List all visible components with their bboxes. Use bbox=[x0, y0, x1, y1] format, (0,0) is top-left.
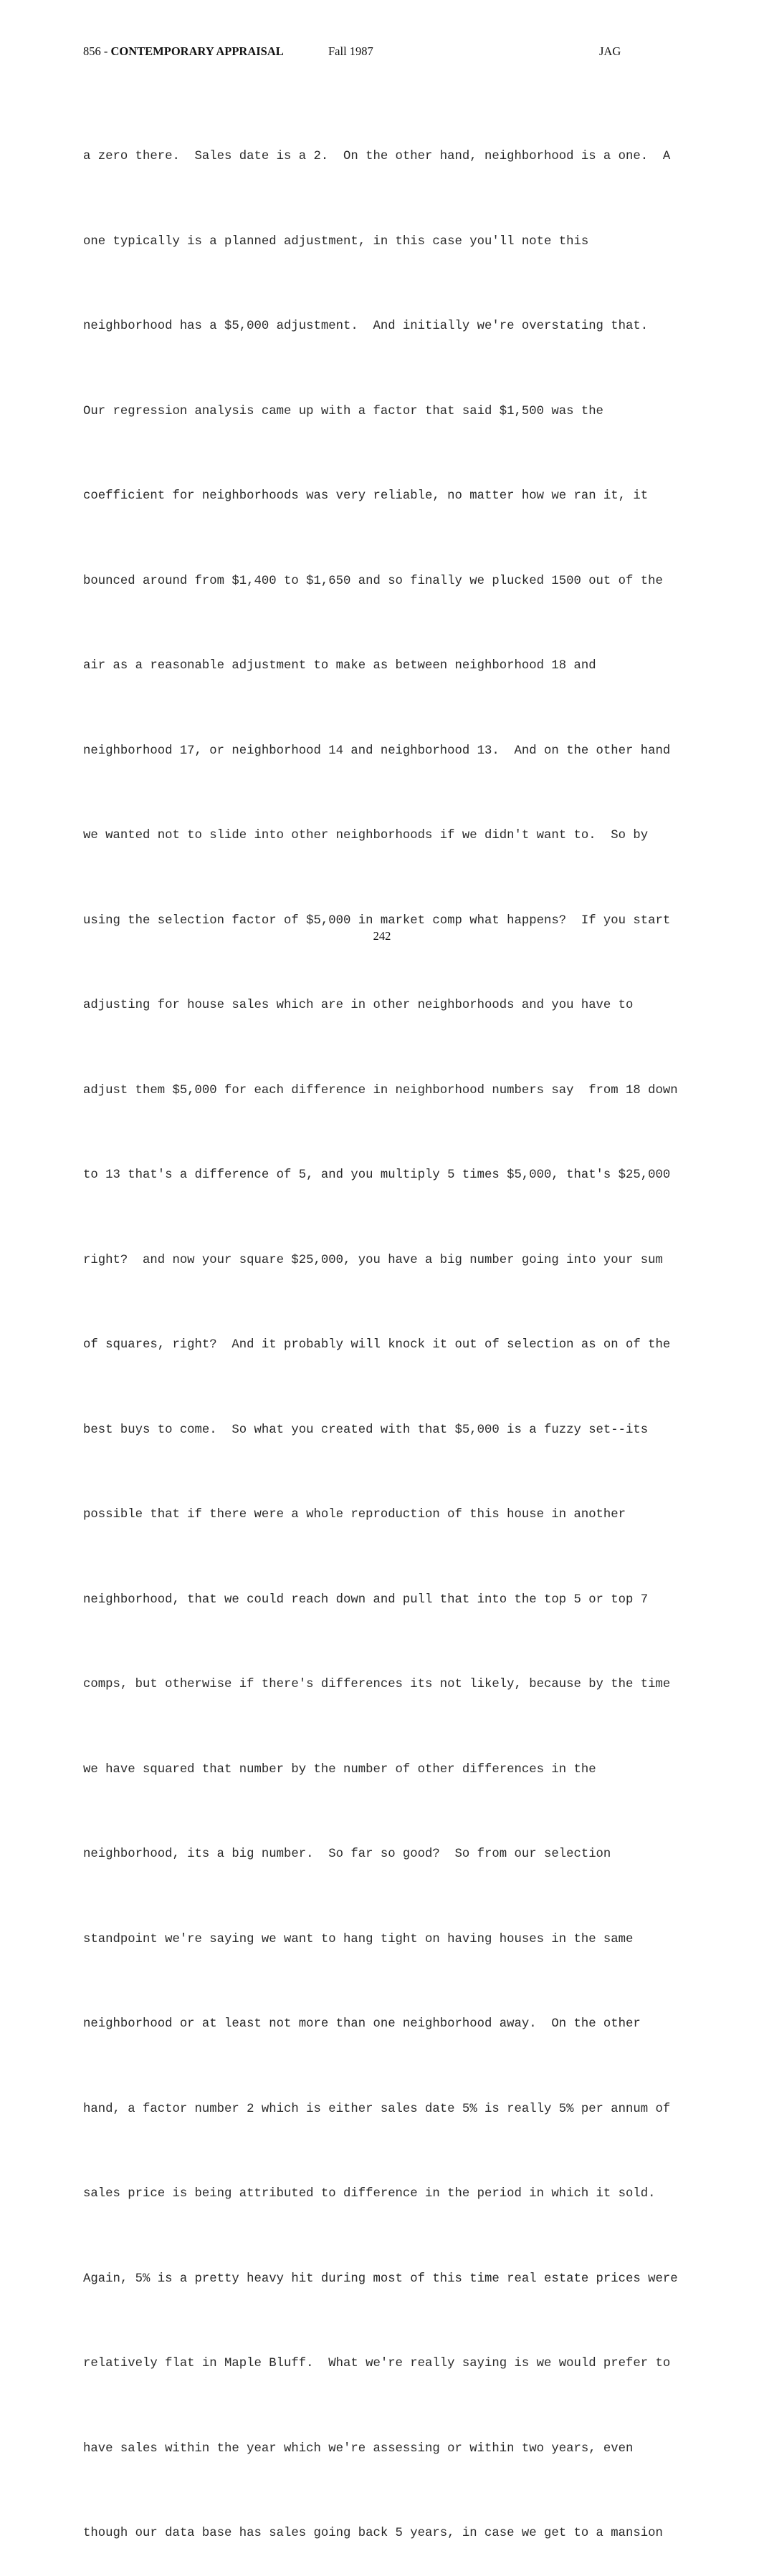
body-line: bounced around from $1,400 to $1,650 and so finally we plucked 1500 out of the bbox=[83, 574, 663, 588]
body-line: have sales within the year which we're assessing or within two years, even bbox=[83, 2441, 634, 2456]
page-number: 242 bbox=[373, 929, 391, 943]
author-initials: JAG bbox=[599, 44, 621, 58]
page-header bbox=[83, 44, 628, 60]
body-line: though our data base has sales going back 5 years, in case we get to a mansion bbox=[83, 2527, 663, 2540]
body-line: neighborhood 17, or neighborhood 14 and neighborhood 13. And on the other hand bbox=[83, 744, 671, 758]
body-line: we have squared that number by the number of other differences in the bbox=[83, 1762, 596, 1777]
body-line: coefficient for neighborhoods was very reliable, no matter how we ran it, it bbox=[83, 489, 649, 503]
body-line: sales price is being attributed to difference in the period in which it sold. bbox=[83, 2187, 656, 2201]
body-line: neighborhood, that we could reach down and pull that into the top 5 or top 7 bbox=[83, 1592, 649, 1607]
body-line: adjust them $5,000 for each difference in neighborhood numbers say from 18 down bbox=[83, 1083, 678, 1097]
body-line: possible that if there were a whole reproduction of this house in another bbox=[83, 1508, 626, 1522]
body-line: neighborhood, its a big number. So far so good? So from our selection bbox=[83, 1847, 611, 1861]
body-line: air as a reasonable adjustment to make as between neighborhood 18 and bbox=[83, 659, 596, 673]
body-line: to 13 that's a difference of 5, and you multiply 5 times $5,000, that's $25,000 bbox=[83, 1168, 671, 1182]
body-line: adjusting for house sales which are in other neighborhoods and you have to bbox=[83, 999, 634, 1012]
body-line: Our regression analysis came up with a factor that said $1,500 was the bbox=[83, 404, 603, 418]
body-line: neighborhood has a $5,000 adjustment. And initially we're overstating that. bbox=[83, 319, 649, 333]
body-line: Again, 5% is a pretty heavy hit during most of this time real estate prices were bbox=[83, 2272, 678, 2286]
transcript-body bbox=[83, 86, 714, 2576]
course-title bbox=[83, 44, 284, 59]
body-line: comps, but otherwise if there's differences its not likely, because by the time bbox=[83, 1678, 671, 1691]
course-name: CONTEMPORARY APPRAISAL bbox=[110, 44, 284, 58]
body-line: using the selection factor of $5,000 in market comp what happens? If you start bbox=[83, 913, 671, 928]
body-line: one typically is a planned adjustment, in this case you'll note this bbox=[83, 234, 589, 249]
body-line: best buys to come. So what you created with that $5,000 is a fuzzy set--its bbox=[83, 1423, 649, 1437]
body-line: a zero there. Sales date is a 2. On the other hand, neighborhood is a one. A bbox=[83, 150, 671, 163]
body-line: standpoint we're saying we want to hang tight on having houses in the same bbox=[83, 1932, 634, 1946]
term-label: Fall 1987 bbox=[328, 44, 373, 58]
body-line: we wanted not to slide into other neighborhoods if we didn't want to. So by bbox=[83, 829, 649, 842]
course-number: 856 - bbox=[83, 44, 111, 58]
body-line: relatively flat in Maple Bluff. What we're really saying is we would prefer to bbox=[83, 2357, 671, 2370]
body-line: hand, a factor number 2 which is either sales date 5% is really 5% per annum of bbox=[83, 2102, 671, 2116]
body-line: right? and now your square $25,000, you have a big number going into your sum bbox=[83, 1253, 663, 1267]
body-line: of squares, right? And it probably will knock it out of selection as on of the bbox=[83, 1338, 671, 1352]
body-line: neighborhood or at least not more than one neighborhood away. On the other bbox=[83, 2017, 641, 2031]
